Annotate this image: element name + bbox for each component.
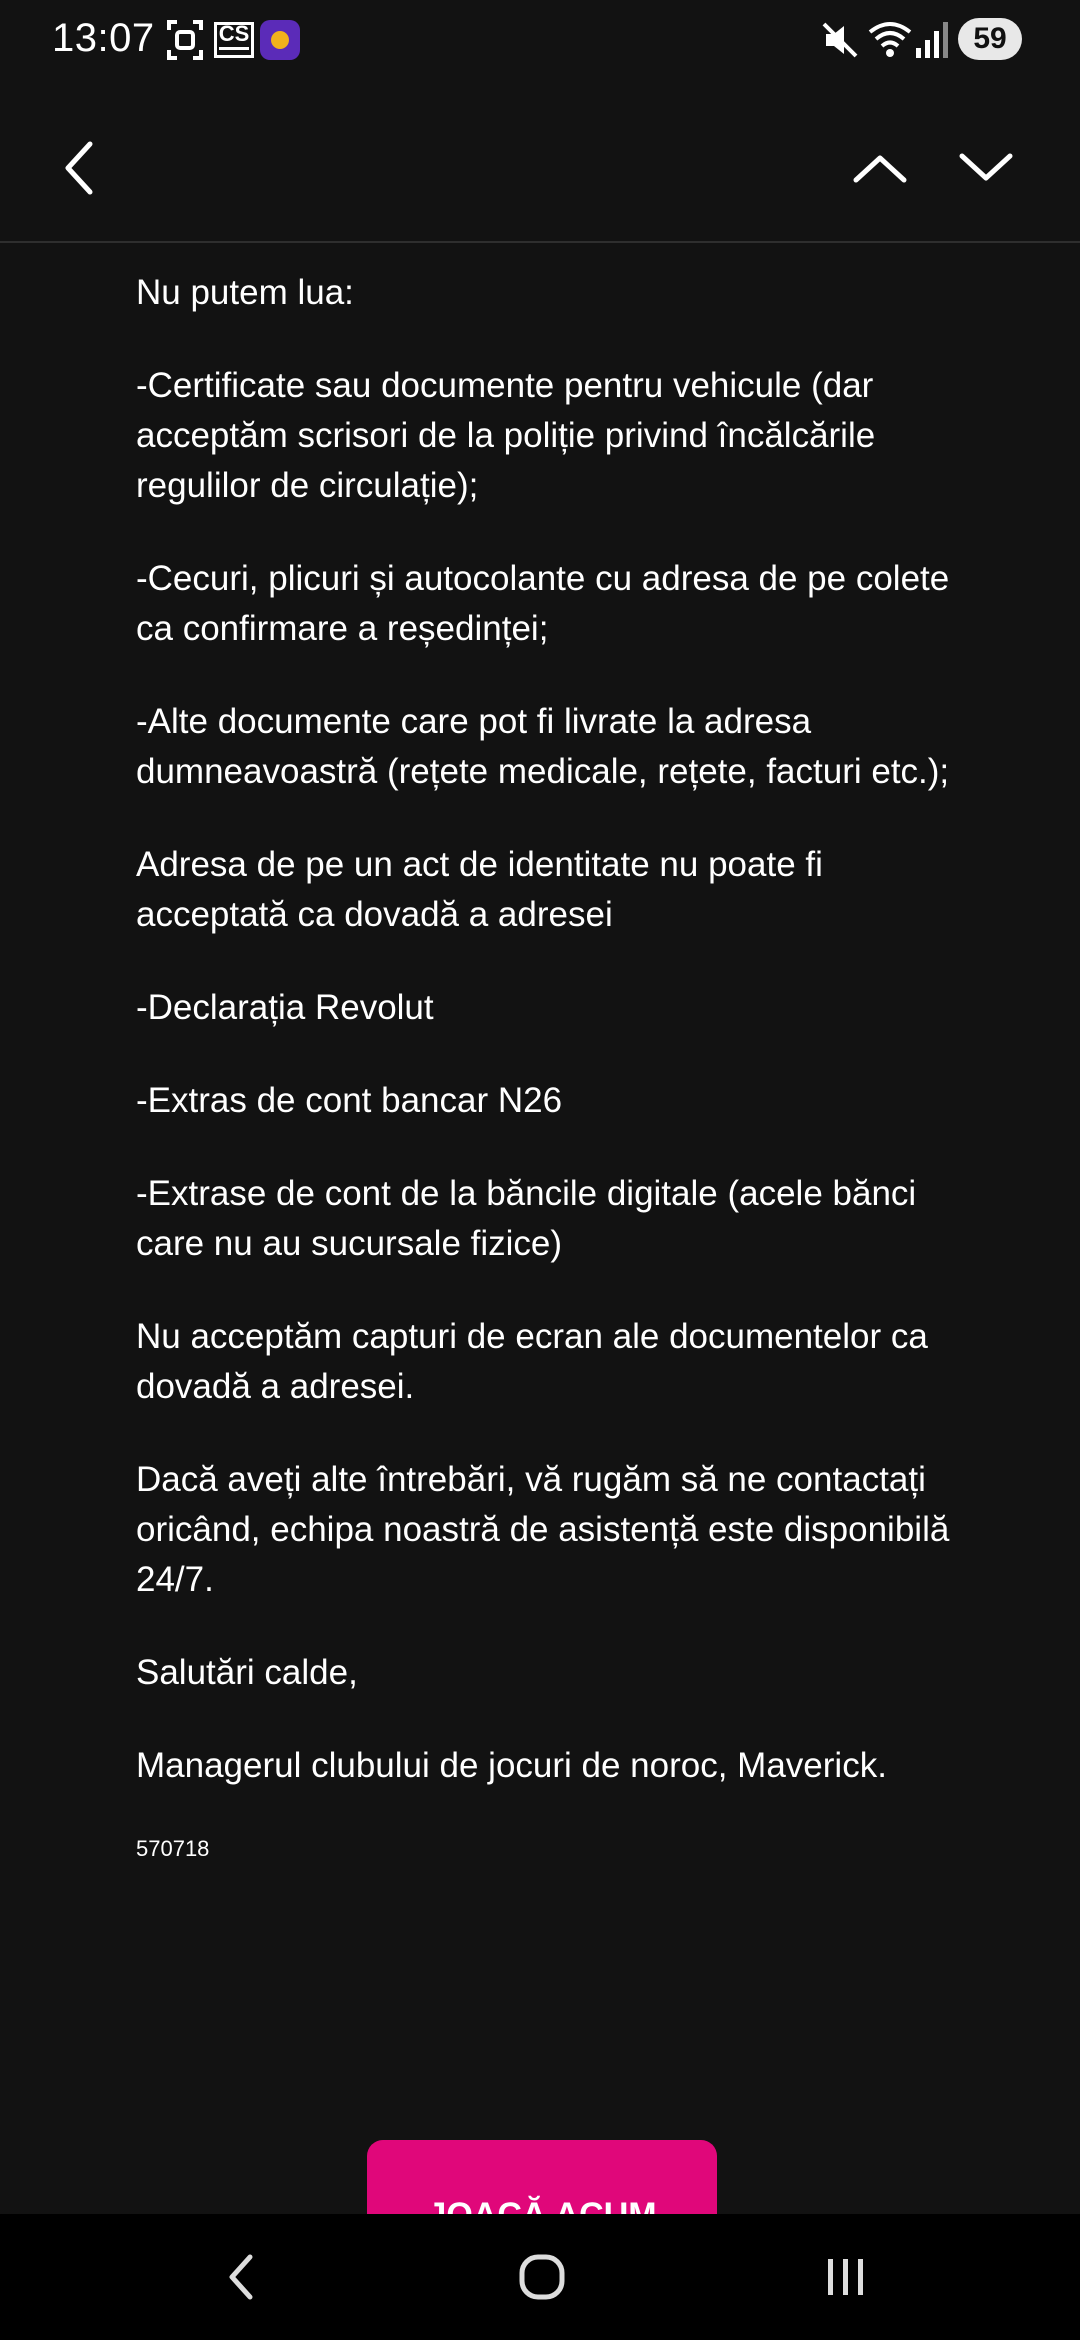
screenshot-icon (165, 18, 205, 62)
message-paragraph: Dacă aveți alte întrebări, vă rugăm să ne contactați oricând, echipa noastră de asistență este disponibilă 24/7. (136, 1460, 950, 1599)
message-paragraph: Nu acceptăm capturi de ecran ale documentelor ca dovadă a adresei. (136, 1317, 928, 1406)
signal-icon (914, 18, 950, 62)
nav-recents-icon (824, 2253, 868, 2301)
status-time: 13:07 (52, 16, 155, 60)
navigation-bar (0, 2214, 1080, 2340)
message-paragraph: -Extras de cont bancar N26 (136, 1081, 563, 1120)
message-paragraph: -Certificate sau documente pentru vehicule (dar acceptăm scrisori de la poliție privind încălcările regulilor de circulație); (136, 366, 876, 505)
nav-home-button[interactable] (502, 2244, 582, 2310)
nav-back-button[interactable] (202, 2244, 282, 2310)
mute-icon (818, 18, 862, 62)
message-paragraph: -Cecuri, plicuri și autocolante cu adresa de pe colete ca confirmare a reședinței; (136, 559, 950, 648)
chevron-up-icon (850, 148, 910, 188)
nav-back-icon (222, 2252, 262, 2302)
nav-home-icon (518, 2253, 566, 2301)
message-paragraph: Salutări calde, (136, 1653, 358, 1692)
message-paragraph: -Alte documente care pot fi livrate la adresa dumneavoastră (rețete medicale, rețete, facturi etc.); (136, 702, 950, 791)
cs-icon: CS (214, 22, 254, 58)
chevron-down-icon (956, 148, 1016, 188)
message-paragraph: -Extrase de cont de la băncile digitale (acele bănci care nu au sucursale fizice) (136, 1174, 917, 1263)
toolbar (0, 80, 1080, 243)
app-badge-icon (260, 20, 300, 60)
message-body (136, 268, 956, 1864)
back-button[interactable] (40, 128, 120, 208)
message-paragraph: -Declarația Revolut (136, 988, 434, 1027)
message-paragraph: Managerul clubului de jocuri de noroc, Maverick. (136, 1746, 887, 1785)
message-paragraph: Nu putem lua: (136, 273, 354, 312)
battery-icon: 59 (958, 18, 1022, 60)
reference-code: 570718 (136, 1836, 210, 1861)
nav-recents-button[interactable] (806, 2244, 886, 2310)
chevron-left-icon (60, 138, 100, 198)
wifi-icon (866, 18, 914, 62)
next-message-button[interactable] (946, 128, 1026, 208)
previous-message-button[interactable] (840, 128, 920, 208)
status-bar (0, 0, 1080, 80)
message-paragraph: Adresa de pe un act de identitate nu poate fi acceptată ca dovadă a adresei (136, 845, 823, 934)
